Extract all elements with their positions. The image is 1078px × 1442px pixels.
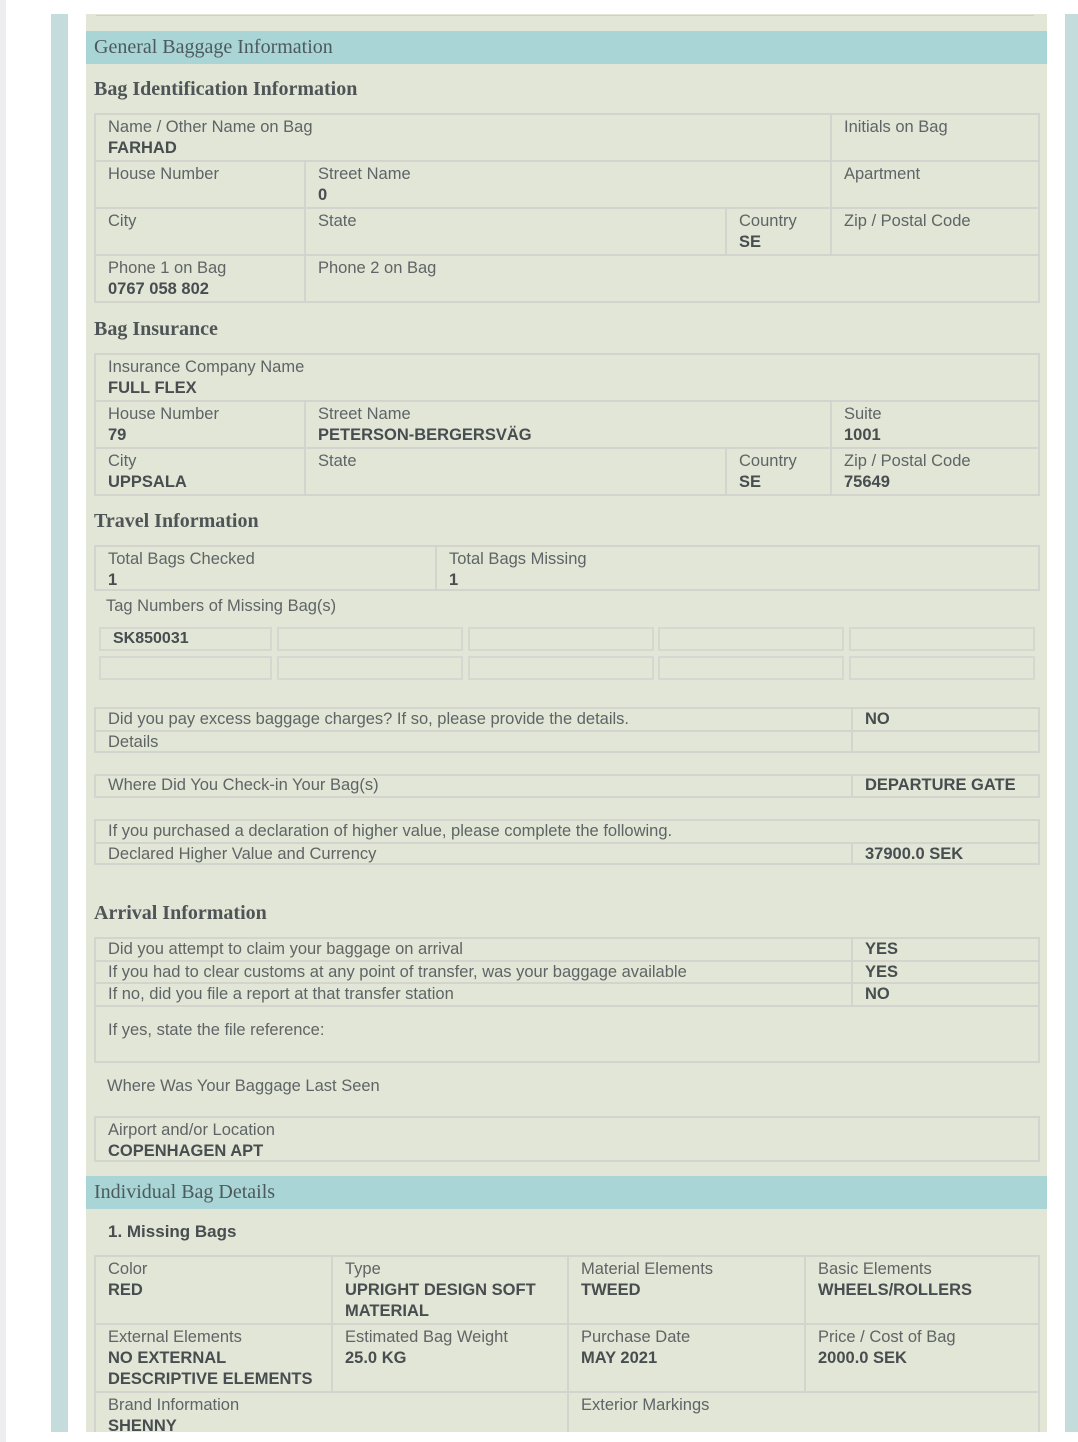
excess-charges-question: Did you pay excess baggage charges? If so, please provide the details. (108, 710, 629, 728)
file-reference-label: If yes, state the file reference: (108, 1021, 325, 1039)
excess-charges-answer: NO (865, 710, 890, 728)
customs-answer: YES (865, 963, 899, 981)
apartment-field: Apartment (844, 165, 921, 183)
city-field: City (108, 212, 137, 230)
customs-question: If you had to clear customs at any point of transfer, was your baggage available (108, 963, 687, 981)
brand-information-field: Brand Information SHENNY (108, 1396, 240, 1432)
arrival-table (94, 937, 1040, 1063)
checkin-question: Where Did You Check-in Your Bag(s) (108, 776, 379, 794)
transfer-report-question: If no, did you file a report at that transfer station (108, 985, 454, 1003)
bag-insurance-table (94, 353, 1040, 496)
insurance-country-field: Country SE (739, 452, 797, 491)
insurance-street-field: Street Name PETERSON-BERGERSVÄG (318, 405, 532, 444)
excess-charges-table (94, 707, 1040, 753)
declared-value-label: Declared Higher Value and Currency (108, 845, 377, 863)
tag-number-2 (277, 627, 463, 651)
right-side-bar (1065, 14, 1078, 1432)
tag-number-9 (658, 656, 844, 680)
insurance-zip-field: Zip / Postal Code 75649 (844, 452, 971, 491)
bag-price-field: Price / Cost of Bag 2000.0 SEK (818, 1328, 956, 1367)
declared-value-amount: 37900.0 SEK (865, 845, 964, 863)
insurance-state-field: State (318, 452, 357, 470)
phone1-field: Phone 1 on Bag 0767 058 802 (108, 259, 227, 298)
basic-elements-field: Basic Elements WHEELS/ROLLERS (818, 1260, 973, 1299)
arrival-claim-question: Did you attempt to claim your baggage on arrival (108, 940, 463, 958)
tag-number-8 (468, 656, 654, 680)
airport-location-field: Airport and/or Location COPENHAGEN APT (108, 1121, 275, 1160)
bag-weight-field: Estimated Bag Weight 25.0 KG (345, 1328, 508, 1367)
last-seen-location-table (94, 1116, 1040, 1162)
transfer-report-answer: NO (865, 985, 890, 1003)
checkin-location-table (94, 774, 1040, 798)
state-field: State (318, 212, 357, 230)
declared-value-table (94, 819, 1040, 865)
name-on-bag-field: Name / Other Name on Bag FARHAD (108, 118, 313, 157)
tag-number-3 (468, 627, 654, 651)
bag-identification-heading: Bag Identification Information (94, 78, 358, 100)
insurance-city-field: City UPPSALA (108, 452, 187, 491)
tag-number-4 (658, 627, 844, 651)
baggage-form-panel (86, 14, 1047, 1432)
missing-bag-heading: 1. Missing Bags (108, 1222, 237, 1241)
arrival-claim-answer: YES (865, 940, 899, 958)
bag-count-table (94, 545, 1040, 591)
travel-information-heading: Travel Information (94, 510, 259, 532)
bag-type-field: Type UPRIGHT DESIGN SOFT MATERIAL (345, 1260, 536, 1320)
phone2-field: Phone 2 on Bag (318, 259, 437, 277)
tag-number-7 (277, 656, 463, 680)
bag-identification-table (94, 113, 1040, 303)
left-side-bar (51, 14, 68, 1432)
window-edge (0, 0, 6, 1442)
zip-code-field: Zip / Postal Code (844, 212, 971, 230)
house-number-field: House Number (108, 165, 219, 183)
total-bags-checked-field: Total Bags Checked 1 (108, 550, 255, 589)
bag-color-field: Color RED (108, 1260, 148, 1299)
total-bags-missing-field: Total Bags Missing 1 (449, 550, 587, 589)
previous-section-border (96, 14, 1034, 16)
checkin-answer: DEPARTURE GATE (865, 776, 1016, 794)
insurance-house-number-field: House Number 79 (108, 405, 219, 444)
bag-details-table (94, 1255, 1040, 1432)
tag-number-5 (849, 627, 1035, 651)
tag-number-10 (849, 656, 1035, 680)
tag-number-6 (99, 656, 272, 680)
general-baggage-section-header: General Baggage Information (86, 31, 1047, 64)
last-seen-label: Where Was Your Baggage Last Seen (107, 1077, 380, 1095)
details-label: Details (108, 733, 159, 751)
purchase-date-field: Purchase Date MAY 2021 (581, 1328, 691, 1367)
bag-insurance-heading: Bag Insurance (94, 318, 218, 340)
country-field: Country SE (739, 212, 797, 251)
insurance-company-field: Insurance Company Name FULL FLEX (108, 358, 305, 397)
material-elements-field: Material Elements TWEED (581, 1260, 714, 1299)
declaration-note: If you purchased a declaration of higher value, please complete the following. (108, 822, 673, 840)
exterior-markings-field: Exterior Markings (581, 1396, 710, 1414)
initials-on-bag-field: Initials on Bag (844, 118, 948, 136)
arrival-information-heading: Arrival Information (94, 902, 267, 924)
tag-number-1: SK850031 (99, 627, 272, 651)
tag-numbers-label: Tag Numbers of Missing Bag(s) (106, 597, 337, 615)
individual-bag-section-header: Individual Bag Details (86, 1176, 1047, 1209)
insurance-suite-field: Suite 1001 (844, 405, 882, 444)
street-name-field: Street Name 0 (318, 165, 411, 204)
external-elements-field: External Elements NO EXTERNAL DESCRIPTIVE ELEMENTS (108, 1328, 313, 1388)
